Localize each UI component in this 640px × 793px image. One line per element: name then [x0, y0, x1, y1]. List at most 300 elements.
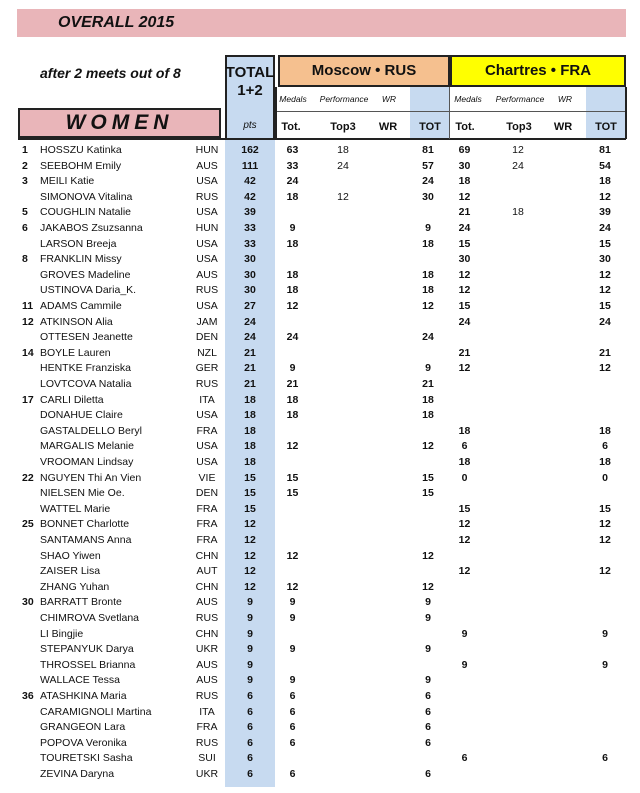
chartres-wr [551, 705, 573, 721]
chartres-medals [452, 689, 477, 705]
rank-cell: 11 [22, 300, 34, 312]
total-points: 33 [244, 222, 256, 234]
chartres-tot: 21 [599, 346, 611, 359]
rank-cell [22, 424, 34, 440]
moscow-performance [318, 486, 368, 502]
athlete-name: WALLACE Tessa [40, 674, 120, 687]
page-title: OVERALL 2015 [17, 9, 626, 37]
nation-code: RUS [195, 612, 219, 624]
chartres-medals: 30 [458, 253, 471, 266]
moscow-tot: 6 [425, 721, 431, 734]
chartres-tot [589, 408, 621, 424]
chartres-medals: 9 [461, 627, 468, 640]
chartres-tot [589, 393, 621, 409]
rank-cell: 1 [22, 144, 28, 156]
moscow-medals: 12 [286, 440, 299, 453]
athlete-name: COUGHLIN Natalie [40, 206, 132, 219]
total-points: 30 [244, 284, 256, 297]
chartres-medals [452, 595, 477, 611]
total-points: 12 [244, 549, 256, 562]
chartres-medals: 12 [458, 534, 471, 546]
moscow-tot: 15 [422, 471, 434, 484]
moscow-wr [375, 595, 397, 611]
chartres-medals [452, 736, 477, 752]
moscow-performance [318, 361, 368, 377]
chartres-wr [551, 439, 573, 455]
moscow-tot: 6 [425, 768, 431, 780]
chartres-medals: 12 [458, 565, 471, 578]
chartres-medals-sub: Medals [454, 94, 482, 104]
total-points: 39 [244, 206, 256, 219]
nation-code: USA [196, 456, 218, 468]
total-points: 9 [247, 658, 253, 671]
moscow-medals: 15 [286, 471, 299, 484]
moscow-medals [280, 252, 305, 268]
moscow-performance [318, 237, 368, 253]
chartres-wr [551, 205, 573, 221]
chartres-performance [492, 424, 544, 440]
athlete-name: SANTAMANS Anna [40, 534, 132, 546]
moscow-wr [375, 174, 397, 190]
chartres-performance [492, 455, 544, 471]
chartres-tot [589, 377, 621, 393]
moscow-performance [318, 627, 368, 643]
chartres-wr [551, 408, 573, 424]
chartres-wr [551, 767, 573, 783]
nation-code: DEN [195, 331, 219, 344]
athlete-name: LOVTCOVA Natalia [40, 378, 132, 390]
athlete-name: ZAISER Lisa [40, 565, 101, 578]
nation-code: UKR [195, 643, 219, 656]
chartres-wr [551, 736, 573, 752]
moscow-tot [413, 564, 443, 580]
nation-code: USA [196, 206, 218, 219]
chartres-tot [589, 642, 621, 658]
moscow-wr [375, 455, 397, 471]
total-points: 15 [244, 487, 256, 500]
moscow-tot [413, 517, 443, 533]
header-right-border [625, 87, 627, 139]
moscow-wr [375, 361, 397, 377]
athlete-name: SIMONOVA Vitalina [40, 190, 133, 203]
rank-cell: 2 [22, 159, 28, 172]
moscow-performance [318, 673, 368, 689]
moscow-wr [375, 767, 397, 783]
athlete-name: ATASHKINA Maria [40, 690, 127, 702]
total-points: 6 [247, 736, 253, 749]
total-points: 30 [244, 268, 256, 281]
moscow-performance: 18 [337, 144, 349, 156]
nation-code: USA [196, 409, 218, 422]
athlete-name: BOYLE Lauren [40, 346, 111, 359]
moscow-performance [318, 174, 368, 190]
rank-cell [22, 564, 34, 580]
rank-cell: 8 [22, 253, 28, 266]
chartres-performance: 24 [512, 159, 524, 172]
moscow-wr [375, 299, 397, 315]
moscow-wr [375, 642, 397, 658]
rank-cell [22, 455, 34, 471]
moscow-performance [318, 439, 368, 455]
rank-cell [22, 486, 34, 502]
chartres-tot: 12 [599, 534, 611, 546]
moscow-tot: 6 [425, 705, 431, 718]
chartres-wr [551, 517, 573, 533]
nation-code: DEN [195, 487, 219, 500]
total-points: 6 [247, 690, 253, 702]
chartres-tot: 15 [599, 502, 611, 515]
chartres-tot: 6 [602, 440, 608, 453]
moscow-tot [413, 627, 443, 643]
moscow-performance [318, 767, 368, 783]
rank-cell: 30 [22, 596, 34, 609]
chartres-tot [589, 767, 621, 783]
moscow-tot: 57 [422, 159, 434, 172]
moscow-tot-col: Tot. [281, 121, 301, 133]
nation-code: AUS [196, 596, 218, 609]
chartres-performance [492, 283, 544, 299]
chartres-wr [551, 268, 573, 284]
moscow-performance [318, 408, 368, 424]
nation-code: USA [196, 175, 218, 188]
moscow-tot [413, 252, 443, 268]
moscow-medals: 18 [286, 237, 299, 250]
chartres-performance [492, 471, 544, 487]
rank-cell: 14 [22, 346, 34, 359]
athlete-name: SHAO Yiwen [40, 549, 101, 562]
rank-cell [22, 408, 34, 424]
chartres-medals: 12 [458, 190, 471, 203]
moscow-wr [375, 408, 397, 424]
chartres-medals [452, 393, 477, 409]
chartres-tot: 15 [599, 300, 611, 312]
chartres-tot [589, 486, 621, 502]
total-label: TOTAL [225, 64, 275, 81]
moscow-wr [375, 517, 397, 533]
moscow-wr [375, 143, 397, 159]
chartres-tot [589, 595, 621, 611]
chartres-medals [452, 642, 477, 658]
chartres-wr [551, 330, 573, 346]
athlete-name: GASTALDELLO Beryl [40, 424, 142, 437]
nation-code: USA [196, 237, 218, 250]
moscow-medals: 18 [286, 393, 299, 406]
nation-code: USA [196, 253, 218, 266]
moscow-medals: 12 [286, 300, 299, 312]
athlete-name: WATTEL Marie [40, 502, 111, 515]
pts-label: pts [243, 120, 257, 131]
moscow-medals [280, 315, 305, 331]
nation-code: VIE [198, 471, 216, 484]
athlete-name: JAKABOS Zsuzsanna [40, 222, 143, 234]
total-points: 15 [244, 471, 256, 484]
athlete-name: BARRATT Bronte [40, 596, 122, 609]
chartres-performance [492, 393, 544, 409]
moscow-wr [375, 611, 397, 627]
chartres-medals: 9 [461, 658, 468, 671]
rank-cell [22, 658, 34, 674]
total-points: 9 [247, 627, 253, 640]
total-points: 12 [244, 565, 256, 578]
chartres-wr [551, 564, 573, 580]
athlete-name: GRANGEON Lara [40, 721, 126, 734]
moscow-tot [413, 455, 443, 471]
moscow-wr [375, 658, 397, 674]
moscow-medals: 9 [289, 362, 296, 375]
chartres-wr [551, 549, 573, 565]
chartres-tot: 12 [599, 268, 611, 281]
nation-code: FRA [196, 502, 218, 515]
moscow-medals: 6 [289, 736, 296, 749]
chartres-wr [551, 174, 573, 190]
moscow-wr [375, 237, 397, 253]
total-points: 42 [244, 175, 256, 188]
moscow-performance [318, 642, 368, 658]
chartres-medals [452, 486, 477, 502]
total-points: 162 [241, 144, 259, 156]
moscow-medals [280, 658, 305, 674]
chartres-wr [551, 689, 573, 705]
moscow-performance [318, 751, 368, 767]
moscow-tot: 18 [422, 409, 434, 422]
total-points: 6 [247, 752, 253, 765]
chartres-medals: 21 [458, 346, 471, 359]
rank-cell [22, 580, 34, 596]
moscow-medals: 21 [286, 378, 299, 390]
moscow-wr [375, 502, 397, 518]
athlete-name: FRANKLIN Missy [40, 253, 122, 266]
moscow-wr-col: WR [378, 121, 398, 133]
rank-cell [22, 767, 34, 783]
moscow-performance [318, 205, 368, 221]
moscow-wr [375, 673, 397, 689]
moscow-medals [280, 455, 305, 471]
nation-code: NZL [197, 346, 217, 359]
rank-cell [22, 549, 34, 565]
chartres-wr [551, 673, 573, 689]
rank-cell: 3 [22, 175, 28, 188]
chartres-performance [492, 299, 544, 315]
chartres-wr [551, 237, 573, 253]
moscow-performance [318, 268, 368, 284]
chartres-medals: 18 [458, 456, 471, 468]
moscow-performance [318, 611, 368, 627]
moscow-tot: 15 [422, 487, 434, 500]
chartres-performance [492, 377, 544, 393]
rank-cell [22, 377, 34, 393]
moscow-medals: 18 [286, 268, 299, 281]
chartres-wr [551, 346, 573, 362]
moscow-tot: 9 [425, 362, 431, 375]
moscow-performance [318, 471, 368, 487]
rank-cell [22, 533, 34, 549]
rank-cell: 17 [22, 393, 34, 406]
chartres-medals [452, 377, 477, 393]
chartres-tot [589, 611, 621, 627]
moscow-medals: 9 [289, 222, 296, 234]
chartres-wr [551, 377, 573, 393]
moscow-medals: 9 [289, 612, 296, 624]
moscow-performance [318, 299, 368, 315]
rank-cell: 5 [22, 206, 28, 219]
chartres-medals: 21 [458, 206, 471, 219]
nation-code: GER [195, 362, 219, 375]
moscow-wr [375, 346, 397, 362]
athlete-name: SEEBOHM Emily [40, 159, 122, 172]
moscow-tot: 24 [422, 331, 434, 344]
chartres-medals: 6 [461, 752, 468, 765]
moscow-tot: 21 [422, 378, 434, 390]
athlete-name: CHIMROVA Svetlana [40, 612, 140, 624]
total-points: 12 [244, 580, 256, 593]
moscow-medals: 33 [286, 159, 299, 172]
chartres-tot: 12 [599, 565, 611, 578]
nation-code: ITA [199, 393, 215, 406]
moscow-wr [375, 533, 397, 549]
chartres-performance [492, 767, 544, 783]
athlete-name: POPOVA Veronika [40, 736, 127, 749]
chartres-tot: 18 [599, 424, 611, 437]
moscow-medals: 24 [286, 331, 299, 344]
total-points: 12 [244, 518, 256, 531]
total-points: 6 [247, 721, 253, 734]
moscow-medals [280, 627, 305, 643]
total-points: 111 [241, 159, 259, 172]
moscow-performance [318, 736, 368, 752]
chartres-performance [492, 689, 544, 705]
nation-code: HUN [195, 222, 219, 234]
chartres-tot: 0 [602, 471, 608, 484]
chartres-wr [551, 455, 573, 471]
moscow-performance [318, 517, 368, 533]
moscow-wr [375, 689, 397, 705]
moscow-medals: 18 [286, 284, 299, 297]
athlete-name: DONAHUE Claire [40, 409, 123, 422]
nation-code: FRA [196, 534, 218, 546]
athlete-name: CARAMIGNOLI Martina [40, 705, 152, 718]
chartres-wr-col: WR [553, 121, 573, 133]
moscow-performance: 12 [337, 190, 349, 203]
athlete-name: NGUYEN Thi An Vien [40, 471, 142, 484]
moscow-tot [413, 751, 443, 767]
nation-code: UKR [195, 768, 219, 780]
chartres-performance [492, 486, 544, 502]
chartres-performance-sub: Performance [495, 94, 545, 104]
chartres-medals: 30 [458, 159, 471, 172]
total-points: 12 [244, 534, 256, 546]
athlete-name: STEPANYUK Darya [40, 643, 134, 656]
rank-cell [22, 720, 34, 736]
total-points: 27 [244, 300, 256, 312]
moscow-medals: 63 [286, 144, 299, 156]
nation-code: RUS [195, 736, 219, 749]
rank-cell [22, 705, 34, 721]
chartres-tot: 54 [599, 159, 611, 172]
chartres-wr [551, 471, 573, 487]
chartres-performance [492, 751, 544, 767]
chartres-medals: 12 [458, 268, 471, 281]
athlete-name: HOSSZU Katinka [40, 144, 122, 156]
moscow-tot: 18 [422, 268, 434, 281]
chartres-medals: 15 [458, 300, 471, 312]
moscow-wr [375, 486, 397, 502]
moscow-performance [318, 533, 368, 549]
chartres-performance [492, 268, 544, 284]
rank-cell: 12 [22, 315, 34, 328]
moscow-performance [318, 283, 368, 299]
chartres-wr [551, 283, 573, 299]
moscow-tot: 9 [425, 612, 431, 624]
chartres-performance [492, 502, 544, 518]
moscow-wr [375, 205, 397, 221]
chartres-medals: 12 [458, 362, 471, 375]
chartres-performance [492, 533, 544, 549]
moscow-performance [318, 346, 368, 362]
moscow-medals: 12 [286, 580, 299, 593]
moscow-tot: 9 [425, 596, 431, 609]
chartres-tot [589, 720, 621, 736]
chartres-tot: 15 [599, 237, 611, 250]
chartres-tot [589, 705, 621, 721]
chartres-tot: 12 [599, 190, 611, 203]
nation-code: FRA [196, 518, 218, 531]
nation-code: AUS [196, 674, 218, 687]
moscow-wr [375, 315, 397, 331]
chartres-wr [551, 611, 573, 627]
subheader-divider [275, 111, 626, 112]
moscow-total-col: TOT [419, 121, 441, 133]
moscow-tot: 12 [422, 549, 434, 562]
chartres-medals: 6 [461, 440, 468, 453]
chartres-wr [551, 627, 573, 643]
chartres-tot: 24 [599, 315, 611, 328]
total-points: 9 [247, 596, 253, 609]
chartres-tot: 12 [599, 362, 611, 375]
chartres-medals [452, 611, 477, 627]
moscow-performance [318, 658, 368, 674]
chartres-tot [589, 673, 621, 689]
chartres-performance [492, 611, 544, 627]
moscow-wr [375, 283, 397, 299]
total-points: 30 [244, 253, 256, 266]
moscow-performance [318, 252, 368, 268]
chartres-performance [492, 720, 544, 736]
chartres-performance [492, 174, 544, 190]
moscow-performance [318, 502, 368, 518]
moscow-medals: 12 [286, 549, 299, 562]
moscow-performance [318, 720, 368, 736]
moscow-tot [413, 346, 443, 362]
total-points: 33 [244, 237, 256, 250]
total-points: 15 [244, 502, 256, 515]
chartres-tot [589, 549, 621, 565]
total-points: 9 [247, 674, 253, 687]
chartres-medals [452, 720, 477, 736]
chartres-wr [551, 315, 573, 331]
rank-cell [22, 237, 34, 253]
nation-code: FRA [196, 721, 218, 734]
moscow-medals: 24 [286, 175, 299, 188]
moscow-tot: 81 [422, 144, 434, 156]
chartres-wr [551, 361, 573, 377]
chartres-wr [551, 221, 573, 237]
chartres-performance: 12 [512, 144, 524, 156]
moscow-tot: 12 [422, 300, 434, 312]
moscow-wr [375, 221, 397, 237]
header-mid-border [449, 87, 450, 139]
moscow-wr [375, 751, 397, 767]
chartres-medals: 12 [458, 518, 471, 531]
